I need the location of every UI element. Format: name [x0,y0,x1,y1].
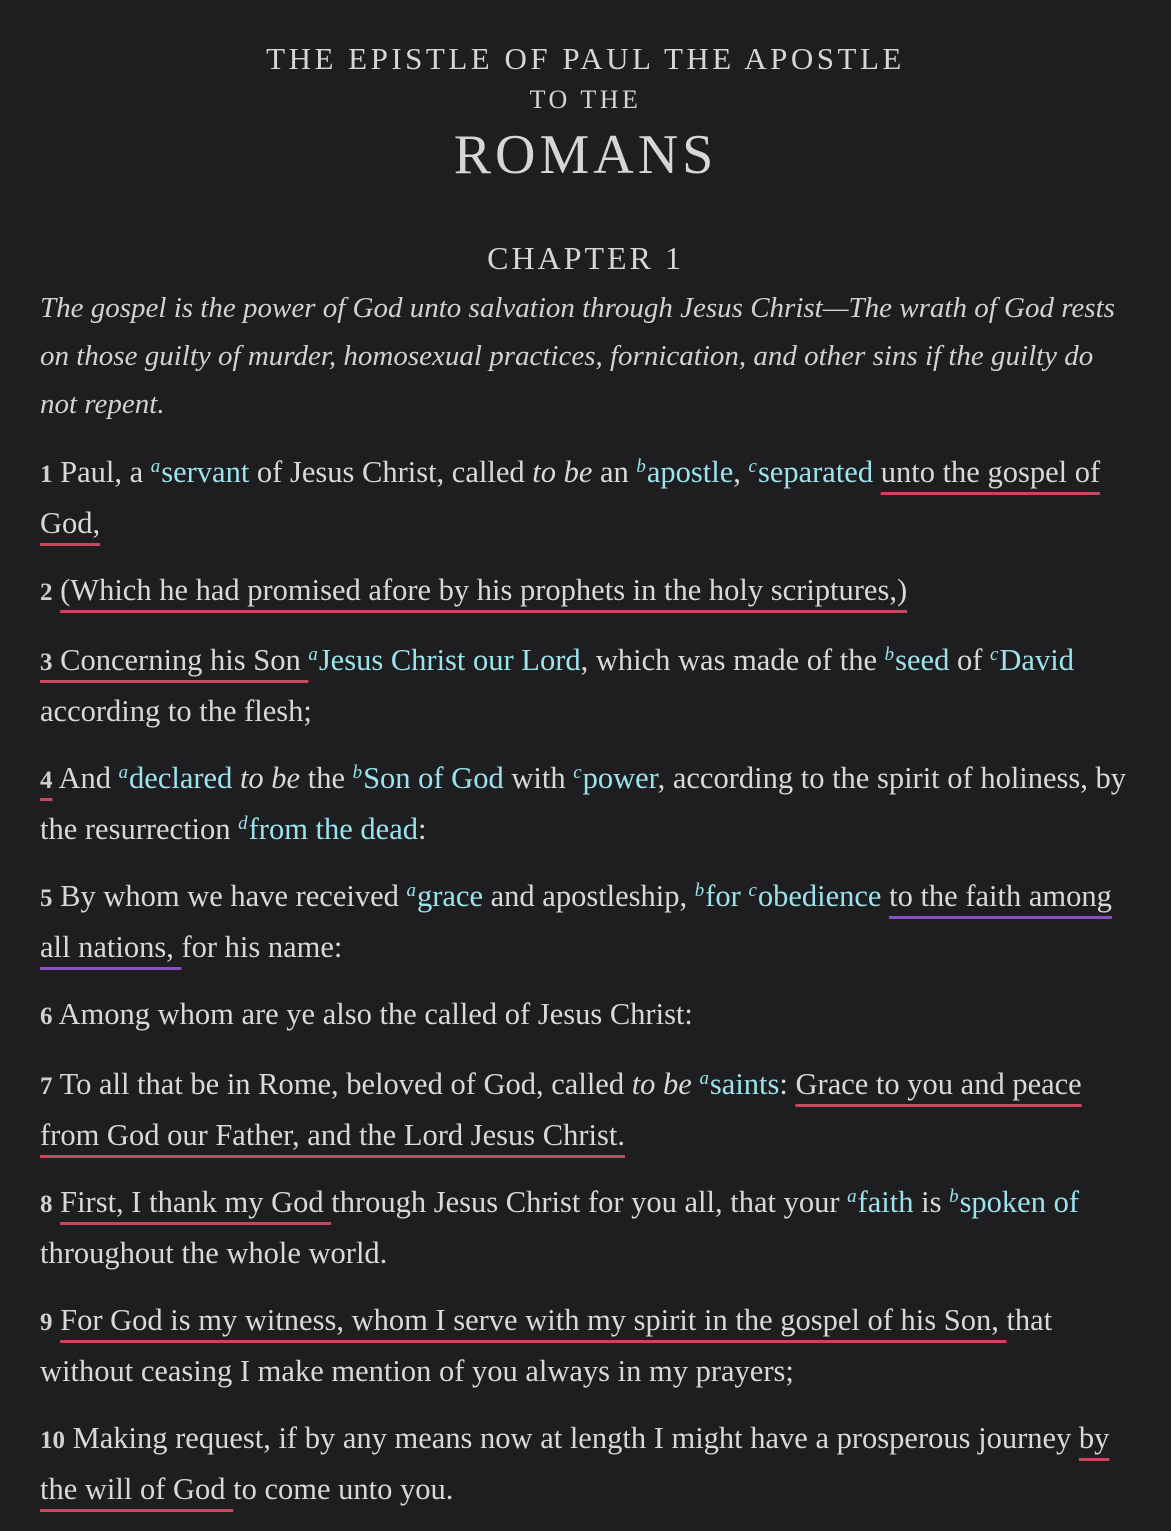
verse-number: 2 [40,579,53,606]
verse-text: Making request, if by any means now at length I might have a prosperous journey [65,1421,1079,1455]
verse-text [881,879,889,913]
footnote-link[interactable] [353,761,504,795]
verse-number: 9 [40,1309,53,1336]
verse-10[interactable] [40,1414,1131,1513]
footnote-marker: a [699,1067,709,1089]
footnote-word: obedience [757,879,882,913]
verse-text: throughout the whole world. [40,1236,388,1270]
footnote-marker: b [884,643,895,665]
verse-text: : [418,812,427,846]
footnote-marker: a [847,1185,857,1207]
verse-text: , according to the spirit of holiness, by the resurrection [40,761,1127,846]
footnote-marker: c [748,455,757,477]
book-title: ROMANS [453,124,718,186]
verse-text: that without ceasing I make mention of you always in my prayers; [40,1303,1053,1388]
highlighted-text[interactable]: First, I thank my God [60,1185,332,1219]
verse-text: and apostleship, [483,879,695,913]
verse-text: Among whom are ye also the called of Jesus Christ: [52,997,693,1031]
footnote-marker: b [949,1185,959,1207]
chapter-summary: The gospel is the power of God unto salvation through Jesus Christ—The wrath of God rests on those guilty of murder, homosexual practices, fornication, and other sins if the guilty do not repent. [40,292,1115,420]
verse-text: And [52,761,119,795]
verse-text [53,1303,61,1337]
footnote-link[interactable] [308,643,580,677]
footnote-word: declared [129,761,233,795]
footnote-link[interactable] [748,879,881,913]
verse-text: By whom we have received [52,879,407,913]
verse-text: , which was made of the [580,643,885,677]
verse-text: an [592,455,637,489]
footnote-word: spoken of [959,1185,1080,1219]
footnote-marker: a [118,761,129,783]
highlighted-text[interactable]: unto the gospel of God, [40,455,1101,540]
verse-text [232,761,240,795]
footnote-word: grace [416,879,483,913]
footnote-marker: b [352,761,363,783]
footnote-marker: c [573,761,582,783]
epistle-title: THE EPISTLE OF PAUL THE APOSTLE [266,41,905,76]
verse-text: to be [532,455,593,489]
footnote-link[interactable] [573,761,657,795]
footnote-marker: d [238,812,248,834]
verse-9[interactable] [40,1296,1131,1395]
footnote-link[interactable] [407,879,483,913]
verse-8[interactable] [40,1178,1131,1277]
highlighted-text[interactable]: (Which he had promised afore by his prophets in the holy scriptures,) [60,573,908,607]
verse-text: of Jesus Christ, called [249,455,533,489]
verse-text [53,573,61,607]
footnote-word: seed [895,643,950,677]
epistle-subtitle: TO THE [529,85,642,114]
footnote-link[interactable] [847,1185,913,1219]
verse-7[interactable] [40,1060,1131,1159]
verse-text: of [949,643,990,677]
footnote-link[interactable] [695,879,741,913]
verse-text: to be [239,761,301,795]
verse-number: 7 [40,1073,53,1100]
highlighted-text[interactable]: For God is my witness, whom I serve with my spirit in the gospel of his Son, [60,1303,1007,1337]
footnote-link[interactable] [885,643,950,677]
highlighted-text[interactable]: Grace to you and peace from God our Father, and the Lord Jesus Christ. [40,1067,1082,1152]
footnote-marker: a [150,455,161,477]
highlighted-text[interactable]: Concerning his Son [52,643,309,677]
verse-list [40,448,1131,1513]
footnote-word: for [705,879,741,913]
verse-text: To all that be in Rome, beloved of God, called [52,1067,632,1101]
footnote-word: David [999,643,1074,677]
verse-text: with [503,761,574,795]
verse-number: 5 [40,885,53,912]
verse-5[interactable] [40,872,1131,971]
footnote-word: servant [161,455,250,489]
footnote-link[interactable] [990,643,1074,677]
footnote-marker: b [636,455,646,477]
verse-number: 3 [40,649,53,676]
footnote-word: separated [757,455,874,489]
footnote-link[interactable] [119,761,233,795]
footnote-marker: b [694,879,705,901]
verse-text [53,1185,61,1219]
highlighted-text[interactable]: by the will of God [40,1421,1110,1506]
footnote-marker: c [748,879,757,901]
verse-text: according to the flesh; [40,694,312,728]
verse-text: to come unto you. [233,1472,454,1506]
verse-number: 1 [40,461,53,488]
footnote-marker: a [308,643,318,665]
footnote-word: apostle [646,455,734,489]
footnote-word: power [582,761,658,795]
highlighted-text[interactable]: to the faith among all nations, [40,879,1112,964]
footnote-word: Jesus Christ our Lord [318,643,581,677]
verse-text: Paul, a [52,455,151,489]
footnote-word: Son of God [363,761,504,795]
book-header [40,0,1131,186]
verse-text: the [300,761,353,795]
footnote-word: from the dead [248,812,418,846]
footnote-link[interactable] [238,812,418,846]
footnote-link[interactable] [749,455,874,489]
verse-4[interactable] [40,754,1131,853]
verse-3[interactable] [40,636,1131,735]
verse-text: , [733,455,749,489]
footnote-link[interactable] [699,1067,779,1101]
verse-number: 6 [40,1003,53,1030]
verse-6[interactable] [40,990,1131,1041]
footnote-link[interactable] [636,455,733,489]
verse-number: 10 [40,1427,65,1454]
footnote-word: saints [709,1067,780,1101]
footnote-marker: c [990,643,999,665]
footnote-word: faith [857,1185,914,1219]
verse-number: 4 [40,767,53,794]
footnote-marker: a [406,879,416,901]
verse-2[interactable] [40,566,1131,617]
footnote-link[interactable] [151,455,250,489]
verse-text: to be [631,1067,692,1101]
verse-text: through Jesus Christ for you all, that your [331,1185,848,1219]
verse-number: 8 [40,1191,53,1218]
chapter-title: CHAPTER 1 [487,240,684,276]
verse-text: is [913,1185,950,1219]
verse-1[interactable] [40,448,1131,547]
footnote-link[interactable] [949,1185,1079,1219]
verse-text: : [779,1067,796,1101]
verse-text: for his name: [181,930,343,964]
verse-text [873,455,881,489]
